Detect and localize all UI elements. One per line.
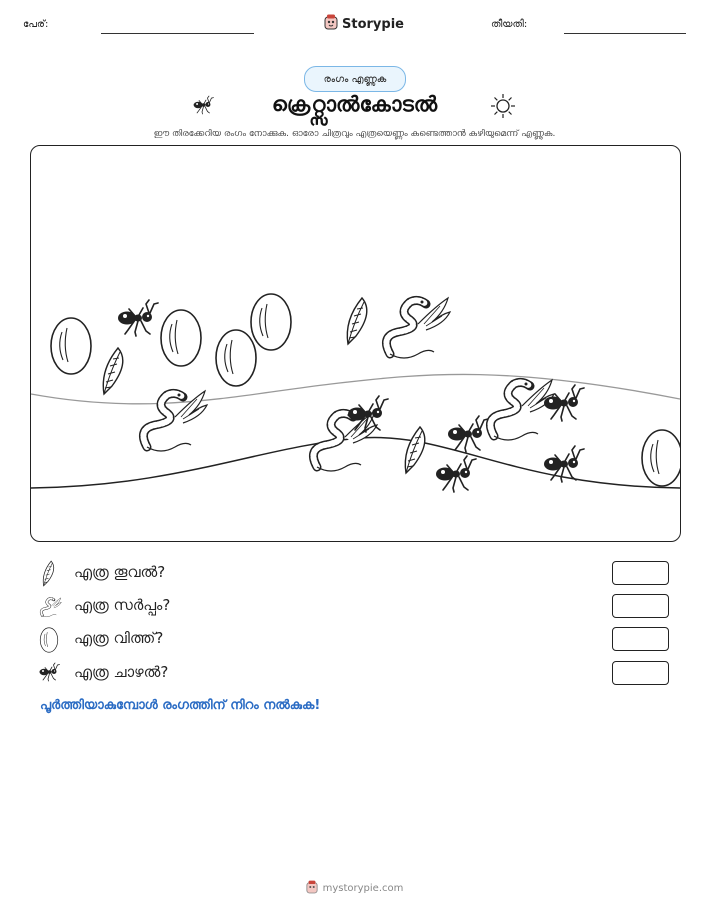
storypie-mascot-icon (324, 14, 338, 34)
question-serpent (38, 593, 678, 621)
answer-box-ant[interactable] (612, 661, 669, 685)
brand-logo (324, 14, 404, 34)
answer-box-seed[interactable] (612, 627, 669, 651)
question-ant (38, 660, 678, 688)
question-text: എത്ര വിത്ത്? (74, 629, 164, 647)
ant-4 (544, 385, 584, 421)
serpent-2 (143, 391, 207, 451)
ant-3 (448, 416, 488, 452)
date-label: തീയതി: (491, 19, 528, 30)
counting-scene (30, 145, 681, 542)
question-text: എത്ര തൂവൽ? (74, 563, 166, 581)
ant-1 (118, 300, 158, 336)
feather-2 (347, 298, 367, 344)
name-label: പേര്: (23, 19, 49, 30)
brand-name: Storypie (342, 16, 404, 32)
footer-url[interactable]: mystorypie.com (322, 883, 404, 894)
feather-1 (103, 348, 123, 394)
serpent-4 (490, 380, 554, 440)
ground-line (31, 438, 680, 488)
storypie-mascot-icon (306, 880, 318, 897)
egg-3 (216, 330, 256, 386)
instructions: ഈ തിരക്കേറിയ രംഗം നോക്കുക. ഓരോ ചിത്രവും എത്രയെണ്ണം കണ്ടെത്താൻ കഴിയുമെന്ന് എണ്ണുക. (153, 129, 556, 139)
egg-1 (51, 318, 91, 374)
date-field-line[interactable] (564, 33, 686, 34)
ant-2 (348, 396, 388, 432)
footer (0, 880, 709, 897)
seed-icon (38, 626, 60, 654)
name-field-line[interactable] (101, 33, 254, 34)
activity-badge: രംഗം എണ്ണുക (304, 66, 406, 92)
answer-box-feather[interactable] (612, 561, 669, 585)
feather-3 (405, 427, 425, 473)
sun-icon (490, 93, 516, 123)
question-feather (38, 560, 678, 588)
egg-2 (161, 310, 201, 366)
serpent-icon (38, 593, 60, 621)
question-text: എത്ര സർപ്പം? (74, 596, 171, 614)
finish-instruction: പൂർത്തിയാകുമ്പോൾ രംഗത്തിന് നിറം നൽകുക! (40, 698, 321, 713)
feather-icon (38, 560, 60, 588)
egg-5 (642, 430, 680, 486)
ant-icon (38, 660, 60, 688)
page-title: ക്രെറ്റ്സാൽകോടൽ (271, 92, 438, 116)
ant-5 (436, 456, 476, 492)
question-seed (38, 626, 678, 654)
egg-4 (251, 294, 291, 350)
question-text: എത്ര ചാഴൽ? (74, 663, 169, 681)
serpent-1 (386, 298, 450, 358)
answer-box-serpent[interactable] (612, 594, 669, 618)
